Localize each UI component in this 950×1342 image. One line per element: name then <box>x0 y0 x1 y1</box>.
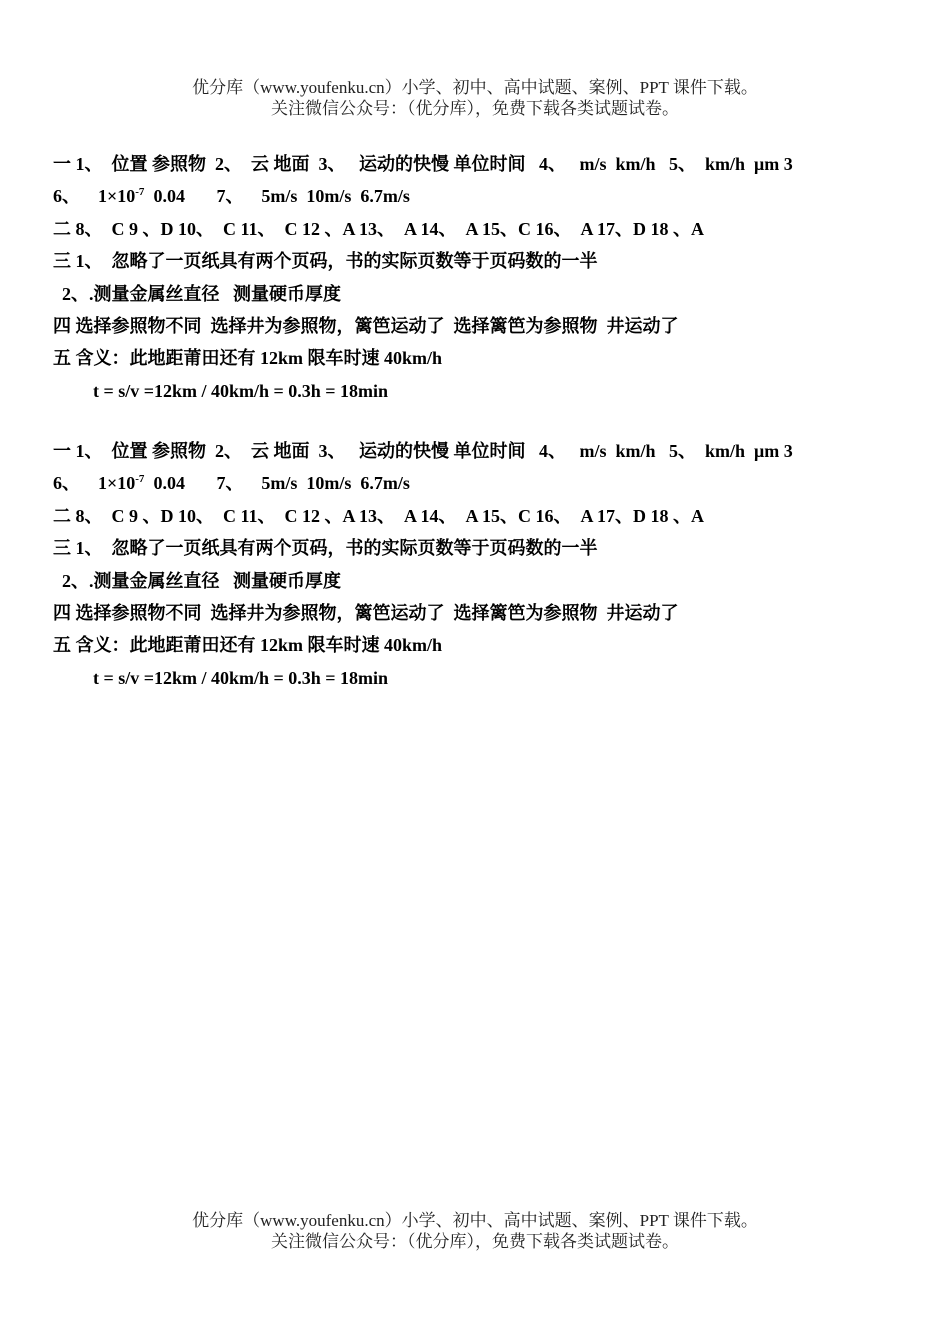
answer-line-5: 2、.测量金属丝直径 测量硬币厚度 <box>62 283 341 304</box>
answer-block-2 <box>53 435 913 694</box>
answer-line-2 <box>53 180 913 212</box>
answer-line-1: 一 1、 位置 参照物 2、 云 地面 3、 运动的快慢 单位时间 4、 m/s km/h 5、 km/h μm 3 <box>53 441 793 461</box>
answer-line-2-part-a: 6、 1×10 <box>53 186 136 207</box>
answer-block-1 <box>53 148 913 407</box>
footer-line-1: 优分库（www.youfenku.cn）小学、初中、高中试题、案例、PPT 课件下载。 <box>192 1211 758 1230</box>
answer-line-1: 一 1、 位置 参照物 2、 云 地面 3、 运动的快慢 单位时间 4、 m/s km/h 5、 km/h μm 3 <box>53 154 793 174</box>
answer-line-5: 2、.测量金属丝直径 测量硬币厚度 <box>62 570 341 591</box>
exponent: -7 <box>135 186 145 199</box>
answer-line-8: t = s/v =12km / 40km/h = 0.3h = 18min <box>93 380 389 401</box>
answer-line-2-part-b: 0.04 7、 5m/s 10m/s 6.7m/s <box>144 186 410 207</box>
answer-line-8: t = s/v =12km / 40km/h = 0.3h = 18min <box>93 667 389 688</box>
answer-line-2 <box>53 467 913 499</box>
answer-line-3: 二 8、 C 9 、D 10、 C 11、 C 12 、A 13、 A 14、 A 15、C 16、 A 17、D 18 、A <box>53 218 705 239</box>
answer-line-2-part-a: 6、 1×10 <box>53 473 136 494</box>
exponent: -7 <box>135 473 145 486</box>
answer-line-4: 三 1、 忽略了一页纸具有两个页码，书的实际页数等于页码数的一半 <box>53 251 598 272</box>
header-line-1: 优分库（www.youfenku.cn）小学、初中、高中试题、案例、PPT 课件下载。 <box>192 78 758 97</box>
answer-line-2-part-b: 0.04 7、 5m/s 10m/s 6.7m/s <box>144 473 410 494</box>
footer-line-2: 关注微信公众号：（优分库），免费下载各类试题试卷。 <box>271 1232 679 1251</box>
answer-line-3: 二 8、 C 9 、D 10、 C 11、 C 12 、A 13、 A 14、 A 15、C 16、 A 17、D 18 、A <box>53 505 705 526</box>
answer-line-7: 五 含义：此地距莆田还有 12km 限车时速 40km/h <box>53 348 443 369</box>
answer-line-7: 五 含义：此地距莆田还有 12km 限车时速 40km/h <box>53 635 443 656</box>
page-header <box>0 77 950 119</box>
page-footer <box>0 1210 950 1252</box>
header-line-2: 关注微信公众号：（优分库），免费下载各类试题试卷。 <box>271 99 679 118</box>
answer-line-6: 四 选择参照物不同 选择井为参照物，篱笆运动了 选择篱笆为参照物 井运动了 <box>53 602 679 623</box>
answer-line-4: 三 1、 忽略了一页纸具有两个页码，书的实际页数等于页码数的一半 <box>53 538 598 559</box>
answer-line-6: 四 选择参照物不同 选择井为参照物，篱笆运动了 选择篱笆为参照物 井运动了 <box>53 315 679 336</box>
